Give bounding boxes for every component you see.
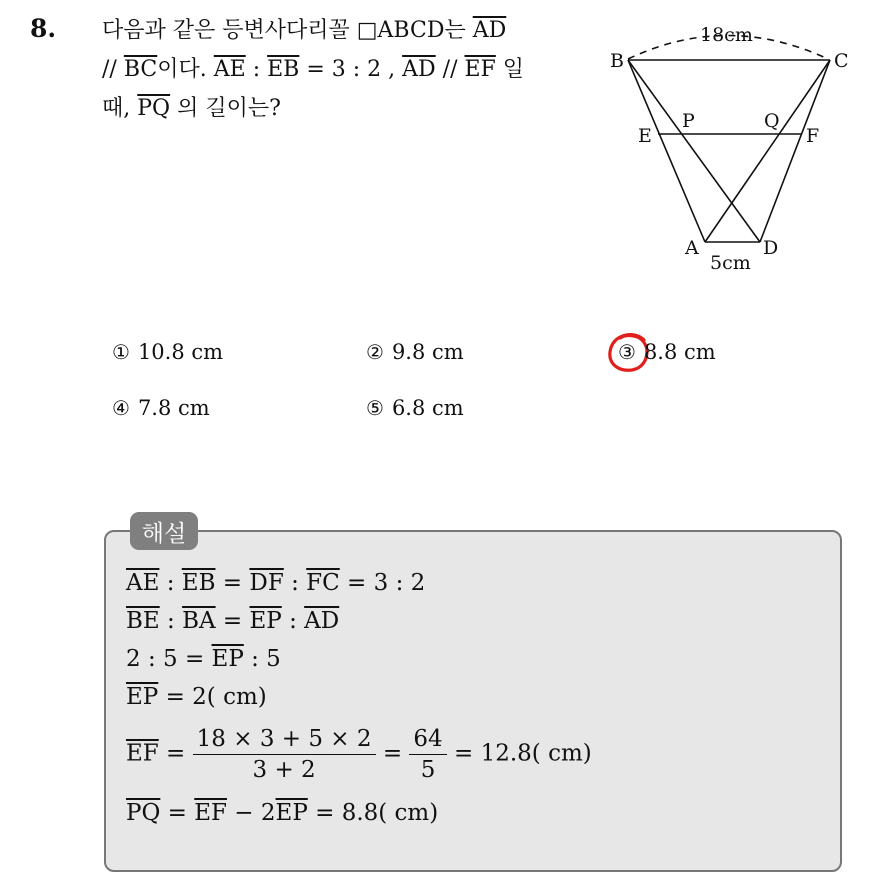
solution-line-1: $\overline{AE}$ : $\overline{EB} = \overline{DF}$ : $\overline{FC} = 3$ : 2 xyxy=(126,570,426,596)
point-q: Q xyxy=(764,110,780,132)
solution-line-3: 2 : $5 = \overline{EP}$ : 5 xyxy=(126,646,281,672)
choice-3[interactable]: ③ 8.8 cm xyxy=(618,340,716,364)
fraction-1: $\frac{18 \times 3 + 5 \times 2}{3 + 2}$ xyxy=(193,726,376,783)
solution-line-4: $\overline{EP} = 2$( cm) xyxy=(126,684,267,710)
point-d: D xyxy=(763,237,779,259)
trapezoid-figure xyxy=(600,14,870,284)
choice-2[interactable]: ② 9.8 cm xyxy=(366,340,464,364)
point-e: E xyxy=(638,125,652,147)
point-c: C xyxy=(834,50,849,72)
point-f: F xyxy=(806,125,820,147)
solution-tag: 해설 xyxy=(130,512,198,550)
fraction-2: $\frac{64}{5}$ xyxy=(409,726,446,783)
bottom-length-label: 5cm xyxy=(710,252,751,274)
solution-line-2: $\overline{BE}$ : $\overline{BA} = \overline{EP}$ : $\overline{AD}$ xyxy=(126,608,340,634)
question-line-1: 다음과 같은 등변사다리꼴 □ABCD는 $\overline{AD}$ xyxy=(102,18,507,43)
point-a: A xyxy=(685,237,699,259)
choice-5[interactable]: ⑤ 6.8 cm xyxy=(366,396,464,420)
question-line-2: // $\overline{BC}$이다. $\overline{AE}$ : $\overline{EB} = 3$ : 2 , $\overline{AD} // \overline{EF}$ 일 xyxy=(102,57,525,82)
question-number: 8. xyxy=(30,14,57,43)
diagonal-ca xyxy=(705,60,830,242)
solution-line-5: $\overline{EF}$ = $\frac{18 \times 3 + 5 \times 2}{3 + 2}$ = $\frac{64}{5}$ = 12.8( cm) xyxy=(126,726,592,783)
question-text xyxy=(102,11,587,128)
choice-4[interactable]: ④ 7.8 cm xyxy=(112,396,210,420)
solution-line-6: $\overline{PQ} = \overline{EF} - 2\overline{EP} = 8.8$( cm) xyxy=(126,800,439,826)
choice-1[interactable]: ① 10.8 cm xyxy=(112,340,224,364)
point-b: B xyxy=(610,50,624,72)
question-line-3: 때, $\overline{PQ}$ 의 길이는? xyxy=(102,96,281,121)
top-length-label: 18cm xyxy=(700,24,753,46)
side-cd xyxy=(760,60,830,242)
point-p: P xyxy=(682,110,695,132)
